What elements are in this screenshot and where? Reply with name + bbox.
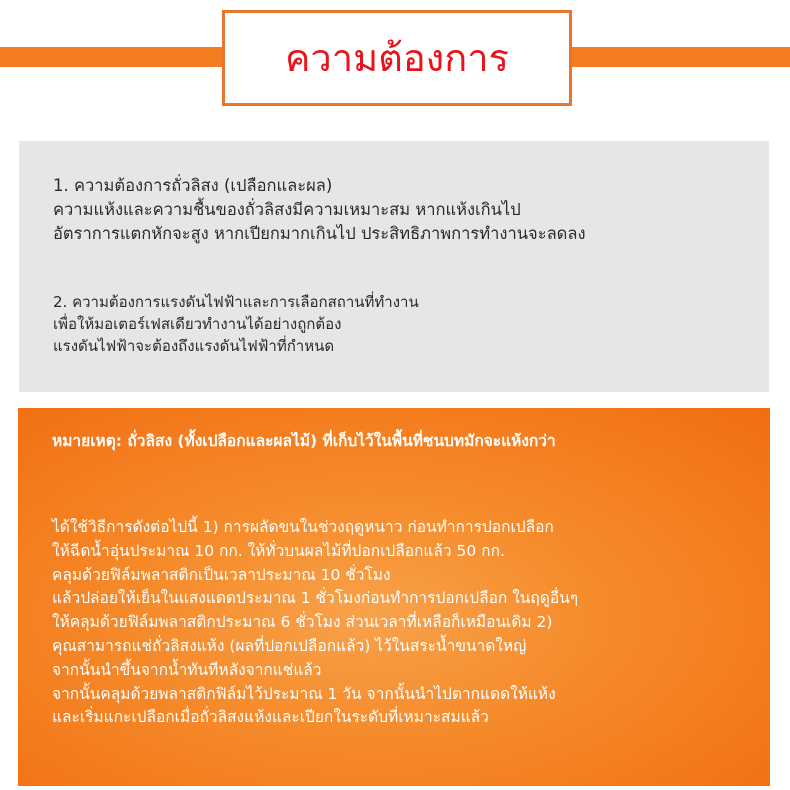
requirement-2-line-1: 2. ความต้องการแรงดันไฟฟ้าและการเลือกสถานที่ทำงาน <box>53 293 419 311</box>
page-title: ความต้องการ <box>285 36 509 80</box>
method-line: ได้ใช้วิธีการดังต่อไปนี้ 1) การผลัดขนในช่วงฤดูหนาว ก่อนทำการปอกเปลือก <box>52 518 554 536</box>
note-heading: หมายเหตุ: ถั่วลิสง (ทั้งเปลือกและผลไม้) ที่เก็บไว้ในพื้นที่ชนบทมักจะแห้งกว่า <box>52 432 556 450</box>
requirement-item-1 <box>53 174 586 246</box>
requirement-1-line-1: 1. ความต้องการถั่วลิสง (เปลือกและผล) <box>53 176 333 195</box>
title-box <box>222 10 572 106</box>
requirement-1-line-3: อัตราการแตกหักจะสูง หากเปียกมากเกินไป ประสิทธิภาพการทำงานจะลดลง <box>53 224 586 243</box>
method-description <box>52 516 578 730</box>
note-panel <box>18 408 770 786</box>
method-line: จากนั้นคลุมด้วยพลาสติกฟิล์มไว้ประมาณ 1 วัน จากนั้นนำไปตากแดดให้แห้ง <box>52 684 556 703</box>
requirements-panel <box>19 141 769 392</box>
method-line: และเริ่มแกะเปลือกเมื่อถั่วลิสงแห้งและเปียกในระดับที่เหมาะสมแล้ว <box>52 708 489 727</box>
requirement-item-2 <box>53 291 419 357</box>
requirement-1-line-2: ความแห้งและความชื้นของถั่วลิสงมีความเหมาะสม หากแห้งเกินไป <box>53 200 521 219</box>
requirement-2-line-2: เพื่อให้มอเตอร์เฟสเดียวทำงานได้อย่างถูกต้อง <box>53 315 342 333</box>
method-line: ให้คลุมด้วยฟิล์มพลาสติกประมาณ 6 ชั่วโมง ส่วนเวลาที่เหลือก็เหมือนเดิม 2) <box>52 613 553 632</box>
requirement-2-line-3: แรงดันไฟฟ้าจะต้องถึงแรงดันไฟฟ้าที่กำหนด <box>53 337 335 355</box>
method-line: คุณสามารถแช่ถั่วลิสงแห้ง (ผลที่ปอกเปลือกแล้ว) ไว้ในสระน้ำขนาดใหญ่ <box>52 636 527 655</box>
method-line: จากนั้นนำขึ้นจากน้ำทันทีหลังจากแช่แล้ว <box>52 660 322 679</box>
method-line: คลุมด้วยฟิล์มพลาสติกเป็นเวลาประมาณ 10 ชั่วโมง <box>52 565 391 584</box>
method-line: ให้ฉีดน้ำอุ่นประมาณ 10 กก. ให้ทั่วบนผลไม้ที่ปอกเปลือกแล้ว 50 กก. <box>52 541 505 560</box>
method-line: แล้วปล่อยให้เย็นในแสงแดดประมาณ 1 ชั่วโมงก่อนทำการปอกเปลือก ในฤดูอื่นๆ <box>52 589 579 608</box>
